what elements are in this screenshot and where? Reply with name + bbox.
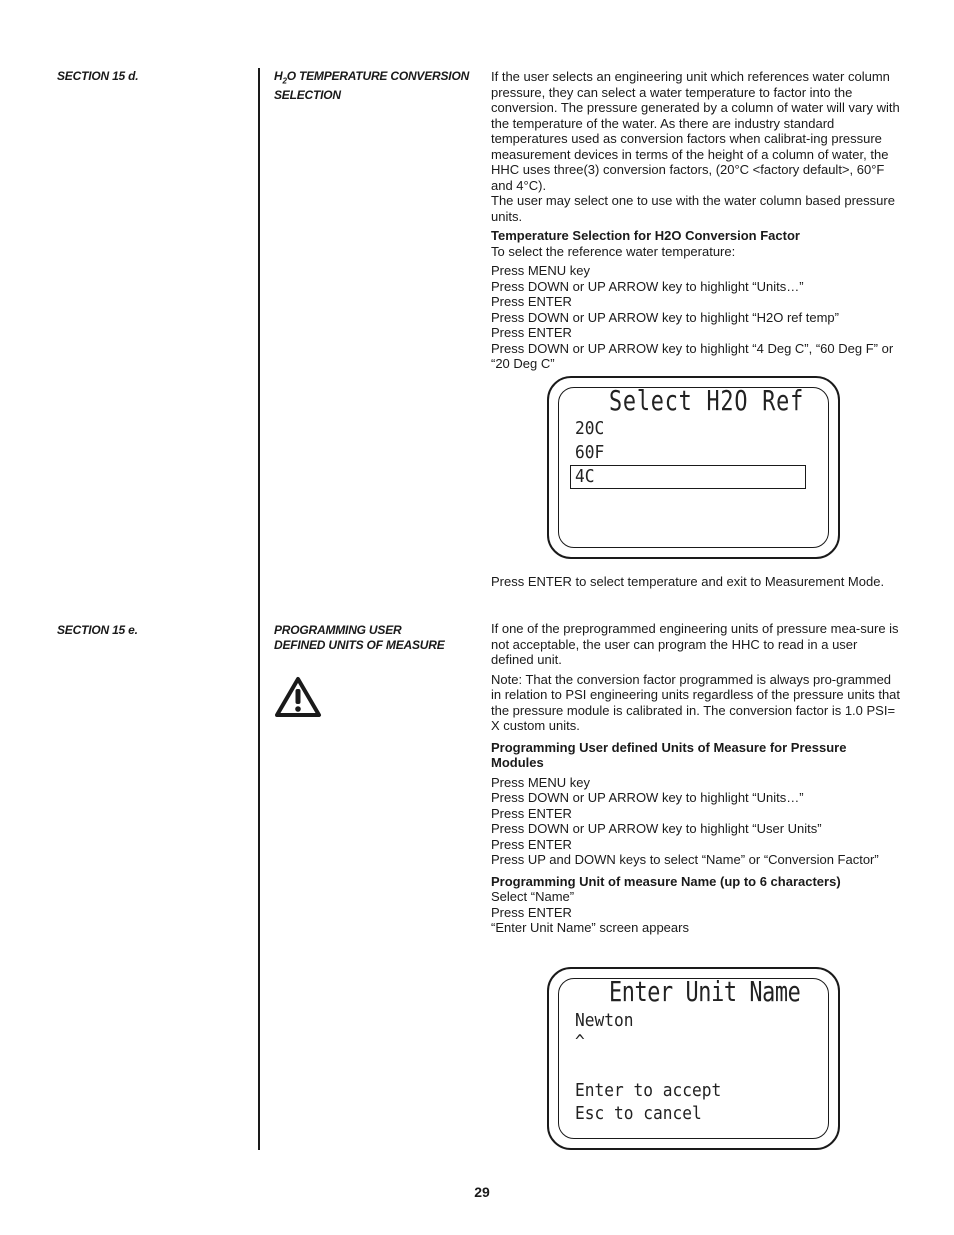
section-15e-label: SECTION 15 e. (57, 623, 138, 637)
step: Press ENTER (491, 294, 572, 309)
lcd-cursor: ^ (575, 1031, 585, 1052)
section-15e-heading: PROGRAMMING USER DEFINED UNITS OF MEASURE (274, 623, 445, 652)
subheading: Temperature Selection for H2O Conversion Factor (491, 228, 800, 243)
lcd-option-60f: 60F (575, 442, 605, 463)
subheading: Programming Unit of measure Name (up to 6 characters) (491, 873, 841, 889)
heading-subscript: 2 (282, 76, 287, 86)
heading-h: H (274, 69, 283, 83)
paragraph: Press ENTER to select temperature and exit to Measurement Mode. (491, 574, 885, 589)
heading-rest: O TEMPERATURE CONVERSION SELECTION (274, 69, 470, 103)
lcd-unit-name-value: Newton (575, 1010, 634, 1031)
section-15d-body (491, 69, 901, 372)
lcd-title: Enter Unit Name (609, 975, 801, 1008)
lcd-title: Select H2O Ref (609, 384, 805, 417)
step: Press DOWN or UP ARROW key to highlight “Units…” (491, 278, 804, 294)
step: Press ENTER (491, 805, 572, 821)
warning-triangle-icon (274, 676, 322, 723)
intro-text: To select the reference water temperature: (491, 243, 736, 259)
step: Press DOWN or UP ARROW key to highlight “H2O ref temp” (491, 309, 839, 325)
step: Press UP and DOWN keys to select “Name” or “Conversion Factor” (491, 852, 879, 867)
paragraph: The user may select one to use with the water column based pressure units. (491, 193, 895, 224)
paragraph: If the user selects an engineering unit which references water column pressure, they can select a water temperature to factor into the conversion. The pressure generated by a column of water will vary with the temperature of the water. As there are industry standard temperatures used as conversion factors when calibrat-ing pressure measurement devices in terms of the height of a column of water, the HHC uses three(3) conversion factors, (20°C <factory default>, 60°F and 4°C). (491, 69, 900, 193)
lcd-cancel-hint: Esc to cancel (575, 1103, 702, 1124)
paragraph: If one of the preprogrammed engineering units of pressure mea-sure is not acceptable, the user can program the HHC to read in a user defined unit. (491, 621, 899, 667)
step: Select “Name” (491, 889, 575, 904)
lcd-screen-select-h2o-ref (547, 376, 840, 559)
step: Press ENTER (491, 836, 572, 852)
step: “Enter Unit Name” screen appears (491, 920, 689, 935)
step: Press ENTER (491, 325, 572, 340)
section-15d-heading (274, 69, 474, 103)
subheading: Programming User defined Units of Measure for Pressure Modules (491, 739, 847, 770)
lcd-option-20c: 20C (575, 418, 605, 439)
step: Press DOWN or UP ARROW key to highlight “Units…” (491, 790, 804, 805)
lcd-screen-enter-unit-name (547, 967, 840, 1150)
note-paragraph: Note: That the conversion factor programmed is always pro-grammed in relation to PSI engineering units regardless of the pressure units that the pressure module is calibrated in. The conversion factor is 1.0 PSI= X custom units. (491, 671, 901, 733)
page-number: 29 (474, 1184, 490, 1200)
step: Press MENU key (491, 774, 590, 790)
section-15d-label: SECTION 15 d. (57, 69, 139, 83)
lcd-selection-highlight (570, 465, 806, 489)
lcd-accept-hint: Enter to accept (575, 1080, 722, 1101)
lcd-option-4c: 4C (575, 466, 595, 487)
step: Press MENU key (491, 263, 590, 278)
step: Press DOWN or UP ARROW key to highlight “4 Deg C”, “60 Deg F” or “20 Deg C” (491, 340, 894, 371)
section-15e-body (491, 621, 901, 936)
column-divider (258, 68, 260, 1150)
after-screen-text (491, 574, 901, 590)
step: Press ENTER (491, 904, 572, 920)
step: Press DOWN or UP ARROW key to highlight “User Units” (491, 821, 822, 836)
